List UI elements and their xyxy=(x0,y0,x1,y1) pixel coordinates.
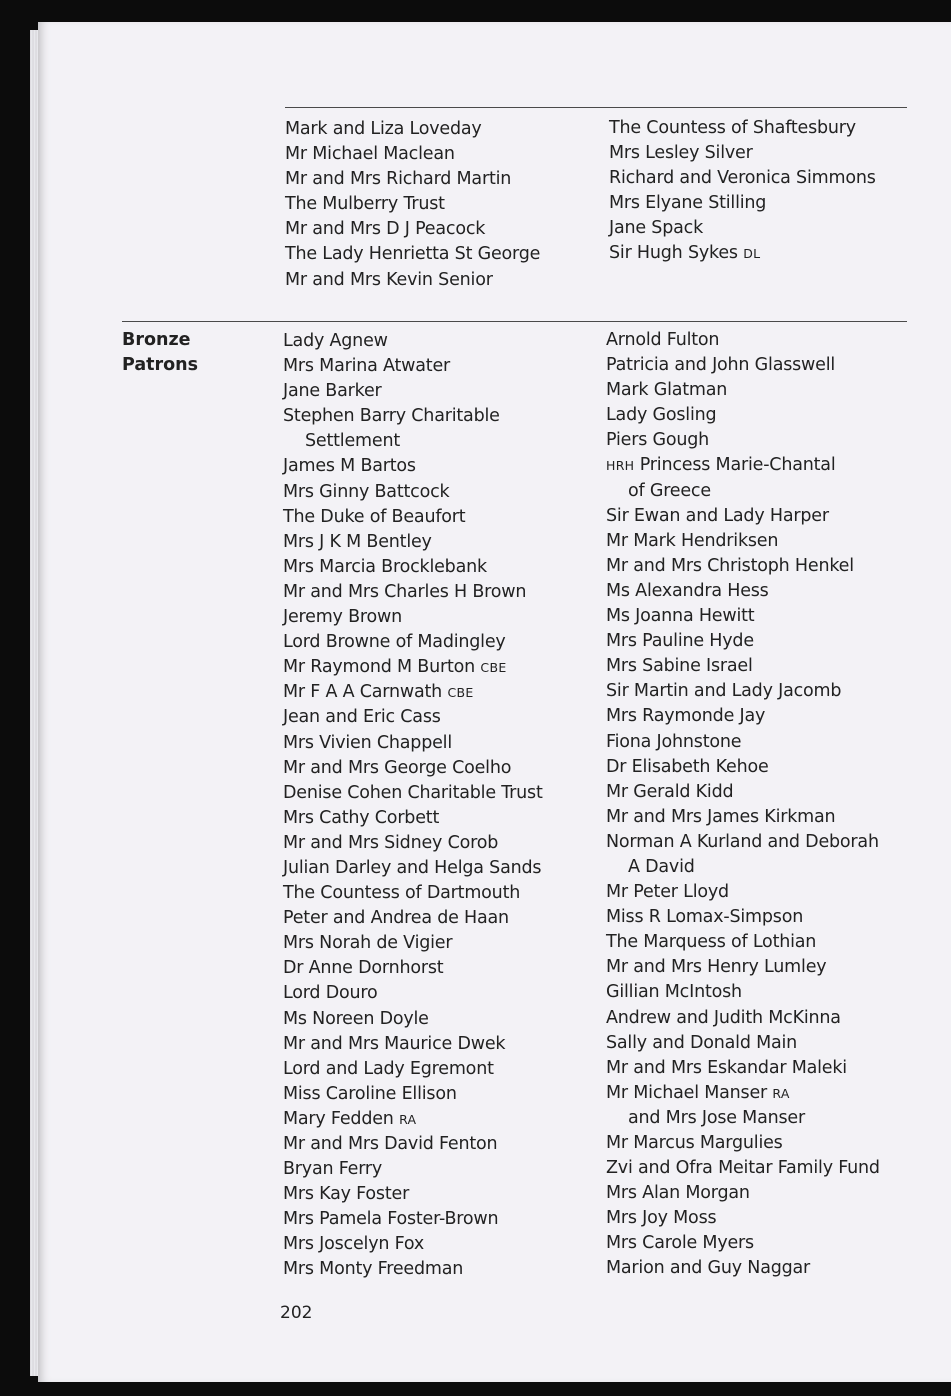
donor-name: Sally and Donald Main xyxy=(606,1032,798,1053)
bronze-rule xyxy=(122,321,907,322)
donor-name: Lord Douro xyxy=(283,983,378,1004)
donor-name: Denise Cohen Charitable Trust xyxy=(283,782,543,803)
donor-name xyxy=(606,1081,880,1106)
donor-name xyxy=(283,680,543,705)
honour-suffix: DL xyxy=(743,246,761,262)
donor-name: Mrs Sabine Israel xyxy=(606,656,753,677)
donor-name: The Countess of Dartmouth xyxy=(283,883,521,904)
donor-name: Jane Barker xyxy=(283,381,382,402)
donor-name: Miss R Lomax-Simpson xyxy=(606,907,804,928)
donor-name: Mrs Marcia Brocklebank xyxy=(283,556,487,577)
donor-name-text: Mr F A A Carnwath xyxy=(283,682,443,703)
donor-name: Ms Alexandra Hess xyxy=(606,580,769,601)
title-prefix: HRH xyxy=(606,458,635,474)
donor-name: Dr Elisabeth Kehoe xyxy=(606,756,769,777)
top-rule xyxy=(285,107,907,108)
heading-line: Patrons xyxy=(122,355,199,375)
donor-name: Mrs Joscelyn Fox xyxy=(283,1234,424,1255)
donor-name xyxy=(283,655,543,680)
heading-line: Bronze xyxy=(122,330,191,350)
donor-name: Mr Marcus Margulies xyxy=(606,1133,783,1153)
honour-suffix: CBE xyxy=(447,685,474,701)
donor-name-continuation: A David xyxy=(628,856,695,877)
donor-name: Mrs Carole Myers xyxy=(606,1233,754,1254)
donor-name: Richard and Veronica Simmons xyxy=(609,168,876,189)
donor-name: Julian Darley and Helga Sands xyxy=(283,857,542,878)
donor-name: Mr and Mrs Sidney Corob xyxy=(283,832,499,853)
donor-name: Mrs Pauline Hyde xyxy=(606,631,754,652)
donor-name: Mrs Marina Atwater xyxy=(283,356,451,377)
donor-name: Marion and Guy Naggar xyxy=(606,1258,811,1279)
donor-name: Sir Ewan and Lady Harper xyxy=(606,505,829,526)
donor-name: Mr and Mrs Charles H Brown xyxy=(283,581,527,602)
donor-name-text: Sir Hugh Sykes xyxy=(609,243,738,264)
donor-name: Andrew and Judith McKinna xyxy=(606,1007,841,1028)
donor-name xyxy=(609,241,876,266)
donor-name: Peter and Andrea de Haan xyxy=(283,908,509,929)
donor-name: Ms Noreen Doyle xyxy=(283,1008,429,1029)
donor-name: Jane Spack xyxy=(609,218,704,239)
page-number: 202 xyxy=(280,1303,313,1323)
donor-name: Mark and Liza Loveday xyxy=(285,119,482,139)
donor-name: The Mulberry Trust xyxy=(285,194,445,215)
donor-name: Mrs Kay Foster xyxy=(283,1184,410,1205)
donor-name: The Duke of Beaufort xyxy=(283,506,466,527)
bronze-right-column xyxy=(606,328,880,1282)
donor-name: Miss Caroline Ellison xyxy=(283,1083,457,1104)
donor-name: Mrs Vivien Chappell xyxy=(283,732,453,753)
honour-suffix: CBE xyxy=(480,660,507,676)
donor-name: Jeremy Brown xyxy=(283,607,402,628)
donor-name: Mr and Mrs D J Peacock xyxy=(285,219,486,240)
donor-name: Gillian McIntosh xyxy=(606,982,742,1003)
donor-name: Ms Joanna Hewitt xyxy=(606,606,755,627)
honour-suffix: RA xyxy=(772,1085,790,1101)
donor-name: Mr Mark Hendriksen xyxy=(606,530,779,551)
donor-name-text: Mr Michael Manser xyxy=(606,1082,768,1103)
donor-name: Mr and Mrs Kevin Senior xyxy=(285,269,493,290)
donor-name: Mr and Mrs George Coelho xyxy=(283,757,512,778)
donor-name: Mrs Elyane Stilling xyxy=(609,193,767,214)
donor-name: Fiona Johnstone xyxy=(606,731,742,752)
donor-name: Mrs J K M Bentley xyxy=(283,531,432,552)
donor-name-continuation: of Greece xyxy=(628,480,711,501)
donor-name: Mr and Mrs David Fenton xyxy=(283,1134,498,1154)
donor-name: Mrs Lesley Silver xyxy=(609,143,753,164)
donor-name: The Countess of Shaftesbury xyxy=(609,118,856,138)
donor-name: James M Bartos xyxy=(283,456,416,477)
donor-name-text: Mary Fedden xyxy=(283,1108,394,1129)
donor-name xyxy=(283,1107,543,1132)
bronze-left-column xyxy=(283,329,543,1283)
donor-name-text: Princess Marie-Chantal xyxy=(639,455,836,476)
donor-name: Mrs Monty Freedman xyxy=(283,1259,464,1280)
donor-name: Mark Glatman xyxy=(606,380,728,401)
donor-name: Zvi and Ofra Meitar Family Fund xyxy=(606,1158,880,1179)
donor-name: Jean and Eric Cass xyxy=(283,707,441,728)
donor-name: Mrs Alan Morgan xyxy=(606,1183,750,1204)
bronze-patrons-heading xyxy=(122,328,198,378)
donor-name: Stephen Barry Charitable xyxy=(283,406,500,427)
donor-name: Norman A Kurland and Deborah xyxy=(606,831,879,852)
donor-name: Mr Michael Maclean xyxy=(285,144,455,165)
donor-name: Lord Browne of Madingley xyxy=(283,632,506,653)
top-right-column xyxy=(609,116,876,267)
donor-name: Mrs Norah de Vigier xyxy=(283,933,453,954)
donor-name: Mr and Mrs James Kirkman xyxy=(606,806,836,827)
donor-name: Mr and Mrs Maurice Dwek xyxy=(283,1033,506,1054)
donor-name xyxy=(606,453,880,478)
donor-name: Mr and Mrs Henry Lumley xyxy=(606,957,827,978)
donor-name-continuation: Settlement xyxy=(305,431,400,452)
donor-name: Patricia and John Glasswell xyxy=(606,355,836,376)
donor-name: Mr and Mrs Christoph Henkel xyxy=(606,555,854,576)
donor-name: Sir Martin and Lady Jacomb xyxy=(606,681,842,702)
donor-name: Lady Agnew xyxy=(283,331,388,351)
donor-name: Piers Gough xyxy=(606,430,710,451)
donor-name: Mr and Mrs Eskandar Maleki xyxy=(606,1057,847,1078)
top-left-column xyxy=(285,117,540,293)
donor-name: Arnold Fulton xyxy=(606,330,720,350)
donor-name: Mr Peter Lloyd xyxy=(606,882,729,903)
donor-name: Bryan Ferry xyxy=(283,1159,383,1180)
donor-name: Mrs Cathy Corbett xyxy=(283,807,440,828)
donor-name: The Lady Henrietta St George xyxy=(285,244,541,265)
donor-name-text: Mr Raymond M Burton xyxy=(283,657,476,678)
donor-name: Dr Anne Dornhorst xyxy=(283,958,444,979)
donor-name: Lord and Lady Egremont xyxy=(283,1058,494,1079)
donor-name: Mrs Raymonde Jay xyxy=(606,706,766,727)
donor-name: Mr Gerald Kidd xyxy=(606,781,734,802)
donor-name: Mrs Joy Moss xyxy=(606,1208,717,1229)
honour-suffix: RA xyxy=(399,1111,417,1127)
donor-name: Mrs Pamela Foster-Brown xyxy=(283,1209,499,1230)
donor-name-continuation: and Mrs Jose Manser xyxy=(628,1107,805,1128)
donor-name: Lady Gosling xyxy=(606,405,717,426)
donor-name: Mr and Mrs Richard Martin xyxy=(285,169,512,190)
donor-name: The Marquess of Lothian xyxy=(606,932,817,953)
donor-name: Mrs Ginny Battcock xyxy=(283,481,450,502)
